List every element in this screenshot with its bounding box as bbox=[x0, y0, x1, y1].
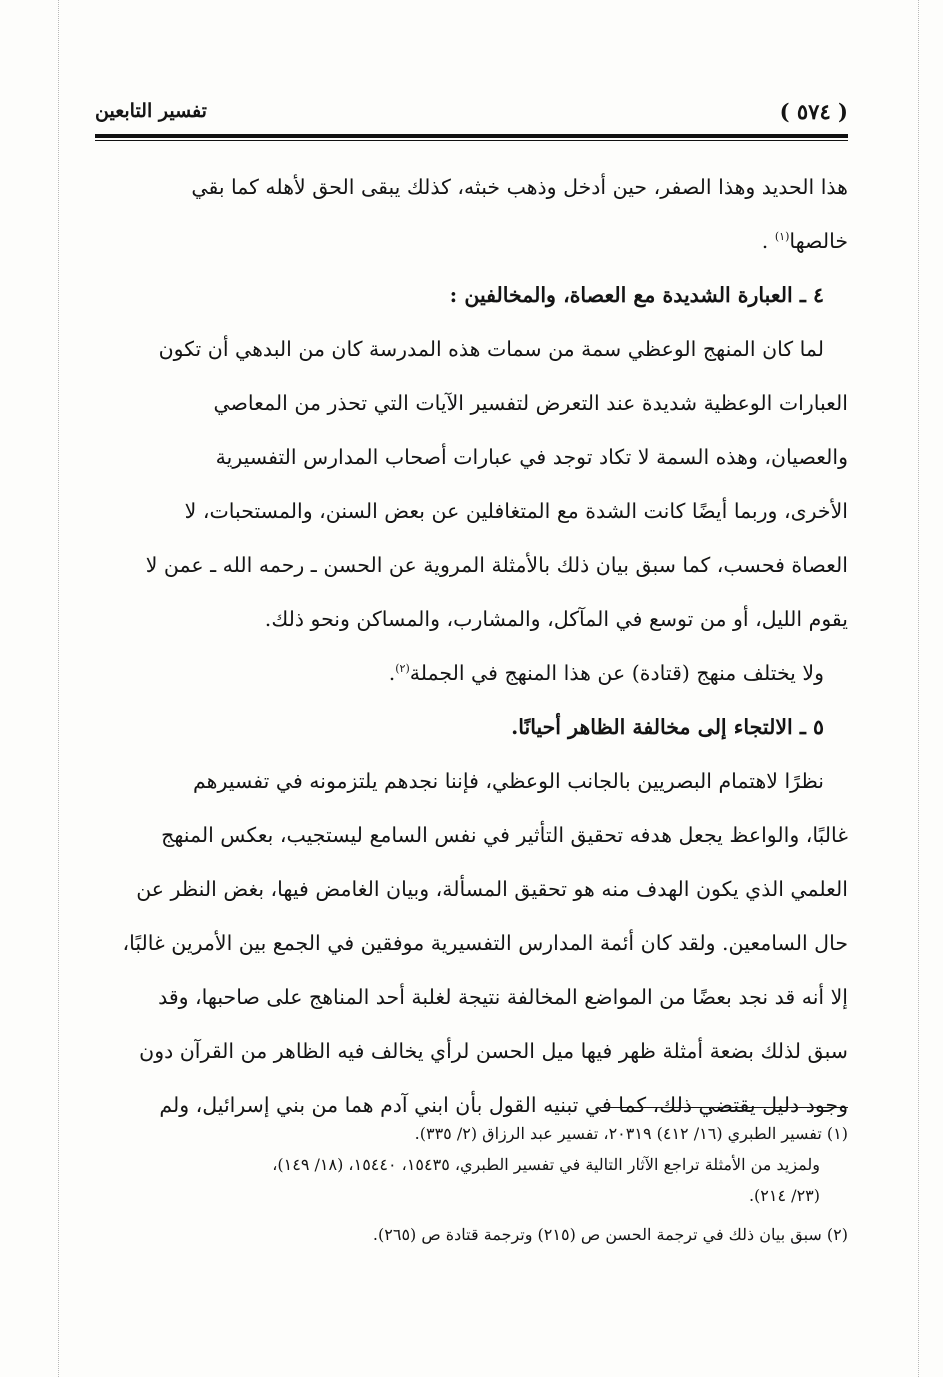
text-line: حال السامعين. ولقد كان أئمة المدارس التفسيرية موفقين في الجمع بين الأمرين غالبًا، bbox=[122, 931, 848, 955]
text-line: ولا يختلف منهج (قتادة) عن هذا المنهج في الجملة$^{(٢)}$. bbox=[388, 661, 824, 685]
text-line: سبق لذلك بضعة أمثلة ظهر فيها ميل الحسن لرأي يخالف فيه الظاهر من القرآن دون bbox=[139, 1039, 848, 1063]
footnote-2: (٢) سبق بيان ذلك في ترجمة الحسن ص (٢١٥) وترجمة قتادة ص (٢٦٥). bbox=[372, 1225, 848, 1244]
footnote-1-continued: ولمزيد من الأمثلة تراجع الآثار التالية في تفسير الطبري، ١٥٤٣٥، ١٥٤٤٠، (١٨/ ١٤٩)، bbox=[272, 1155, 820, 1174]
text-line: نظرًا لاهتمام البصريين بالجانب الوعظي، فإننا نجدهم يلتزمونه في تفسيرهم bbox=[193, 769, 824, 793]
header-rule bbox=[95, 134, 848, 138]
page-number: ( ٥٧٤ ) bbox=[779, 98, 848, 124]
footnote-ref: (٢) bbox=[395, 662, 410, 676]
section-heading: ٥ ـ الالتجاء إلى مخالفة الظاهر أحيانًا. bbox=[511, 715, 824, 739]
header-rule-thin bbox=[95, 140, 848, 141]
left-margin-dots bbox=[58, 0, 59, 1377]
text-line: العلمي الذي يكون الهدف منه هو تحقيق المسألة، وبيان الغامض فيها، بغض النظر عن bbox=[136, 877, 848, 901]
text-line: وجود دليل يقتضي ذلك، كما في تبنيه القول بأن ابني آدم هما من بني إسرائيل، ولم bbox=[159, 1093, 848, 1117]
text-line: والعصيان، وهذه السمة لا تكاد توجد في عبارات أصحاب المدارس التفسيرية bbox=[215, 445, 848, 469]
right-margin-dots bbox=[918, 0, 919, 1377]
footnote-1-continued: (٢٣/ ٢١٤). bbox=[748, 1186, 820, 1205]
text-line: إلا أنه قد نجد بعضًا من المواضع المخالفة نتيجة لغلبة أحد المناهج على صاحبها، وقد bbox=[158, 985, 848, 1009]
text-line: لما كان المنهج الوعظي سمة من سمات هذه المدرسة كان من البدهي أن تكون bbox=[158, 337, 824, 361]
footnote-ref: (١) bbox=[774, 230, 790, 244]
text-line: خالصها$^{(١)}$ . bbox=[761, 229, 848, 253]
page-header bbox=[95, 95, 848, 127]
section-heading: ٤ ـ العبارة الشديدة مع العصاة، والمخالفين : bbox=[449, 283, 824, 307]
text-line: يقوم الليل، أو من توسع في المآكل، والمشارب، والمساكن ونحو ذلك. bbox=[264, 607, 848, 631]
text-line: الأخرى، وربما أيضًا كانت الشدة مع المتغافلين عن بعض السنن، والمستحبات، لا bbox=[184, 499, 848, 523]
text-line: العصاة فحسب، كما سبق بيان ذلك بالأمثلة المروية عن الحسن ـ رحمه الله ـ عمن لا bbox=[145, 553, 848, 577]
text-line: هذا الحديد وهذا الصفر، حين أدخل وذهب خبثه، كذلك يبقى الحق لأهله كما بقي bbox=[191, 175, 848, 199]
main-text bbox=[95, 160, 848, 1132]
text-line: غالبًا، والواعظ يجعل هدفه تحقيق التأثير في نفس السامع ليستجيب، بعكس المنهج bbox=[161, 823, 848, 847]
footnote-separator bbox=[600, 1107, 848, 1108]
running-title: تفسير التابعين bbox=[95, 100, 207, 122]
footnote-1: (١) تفسير الطبري (١٦/ ٤١٢) ٢٠٣١٩، تفسير عبد الرزاق (٢/ ٣٣٥). bbox=[414, 1124, 848, 1143]
footnotes bbox=[95, 1118, 848, 1250]
text-line: العبارات الوعظية شديدة عند التعرض لتفسير الآيات التي تحذر من المعاصي bbox=[213, 391, 848, 415]
